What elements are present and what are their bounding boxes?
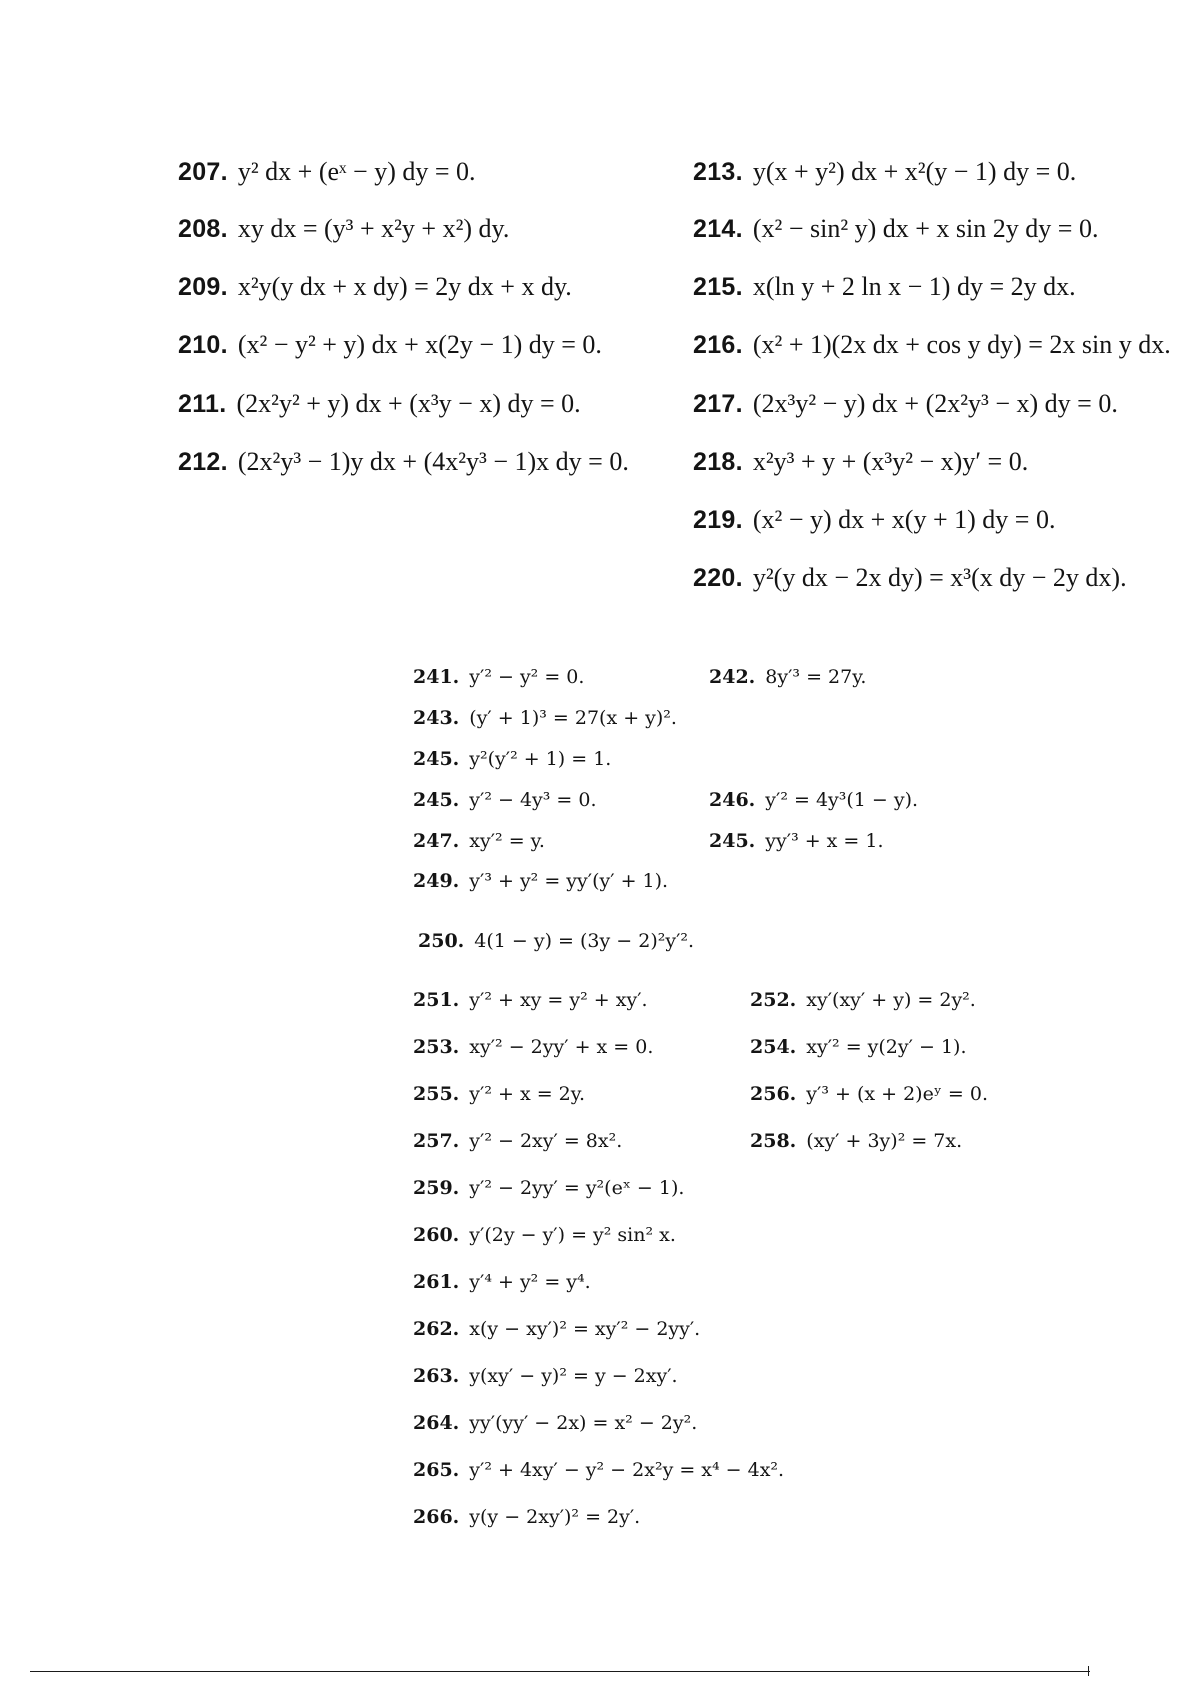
problem-249 xyxy=(413,870,668,892)
problem-equation: y′² + 4xy′ − y² − 2x²y = x⁴ − 4x². xyxy=(469,1459,785,1481)
problem-equation: y′² + xy = y² + xy′. xyxy=(469,989,648,1011)
problem-256 xyxy=(750,1083,988,1105)
problem-equation: x(ln y + 2 ln x − 1) dy = 2y dx. xyxy=(752,272,1076,301)
problem-number: 266. xyxy=(413,1506,460,1528)
problem-equation: y²(y′² + 1) = 1. xyxy=(469,748,612,770)
problem-212 xyxy=(178,447,629,477)
problem-246 xyxy=(709,789,918,811)
problem-number: 257. xyxy=(413,1130,460,1152)
problem-number: 212. xyxy=(178,448,228,476)
problem-number: 261. xyxy=(413,1271,460,1293)
problem-number: 247. xyxy=(413,830,460,852)
problem-equation: yy′³ + x = 1. xyxy=(765,830,884,852)
problem-265 xyxy=(413,1459,784,1481)
problem-equation: y′² = 4y³(1 − y). xyxy=(765,789,919,811)
problem-equation: xy′² = y(2y′ − 1). xyxy=(806,1036,967,1058)
problem-261 xyxy=(413,1271,591,1293)
problem-number: 216. xyxy=(693,331,743,359)
problem-equation: (x² − y) dx + x(y + 1) dy = 0. xyxy=(752,505,1056,534)
problem-equation: y′² − 2xy′ = 8x². xyxy=(469,1130,623,1152)
footer-rule xyxy=(30,1671,1090,1672)
problem-number: 218. xyxy=(693,448,743,476)
problem-241 xyxy=(413,666,584,688)
problem-245-a xyxy=(413,748,611,770)
problem-253 xyxy=(413,1036,653,1058)
problem-number: 217. xyxy=(693,390,743,418)
problem-equation: xy′² = y. xyxy=(469,830,545,852)
problem-equation: y′³ + y² = yy′(y′ + 1). xyxy=(469,870,669,892)
problem-equation: y′(2y − y′) = y² sin² x. xyxy=(469,1224,676,1246)
problem-259 xyxy=(413,1177,684,1199)
problem-number: 252. xyxy=(750,989,797,1011)
problem-217 xyxy=(693,389,1118,419)
problem-214 xyxy=(693,214,1098,244)
problem-number: 213. xyxy=(693,158,743,186)
problem-equation: (y′ + 1)³ = 27(x + y)². xyxy=(469,707,677,729)
problem-number: 207. xyxy=(178,158,228,186)
problem-equation: y²(y dx − 2x dy) = x³(x dy − 2y dx). xyxy=(752,563,1127,592)
problem-number: 220. xyxy=(693,564,743,592)
problem-number: 214. xyxy=(693,215,743,243)
problem-equation: (2x³y² − y) dx + (2x²y³ − x) dy = 0. xyxy=(752,389,1118,418)
problem-number: 265. xyxy=(413,1459,460,1481)
problem-number: 249. xyxy=(413,870,460,892)
problem-207 xyxy=(178,157,476,187)
problem-equation: (x² − sin² y) dx + x sin 2y dy = 0. xyxy=(752,214,1099,243)
problem-equation: 8y′³ = 27y. xyxy=(765,666,867,688)
problem-245-c xyxy=(709,830,884,852)
problem-208 xyxy=(178,214,509,244)
problem-number: 208. xyxy=(178,215,228,243)
problem-number: 264. xyxy=(413,1412,460,1434)
problem-number: 245. xyxy=(413,789,460,811)
problem-number: 255. xyxy=(413,1083,460,1105)
problem-equation: y′² − y² = 0. xyxy=(469,666,585,688)
problem-209 xyxy=(178,272,572,302)
problem-equation: y² dx + (eˣ − y) dy = 0. xyxy=(237,157,476,186)
problem-number: 243. xyxy=(413,707,460,729)
problem-219 xyxy=(693,505,1055,535)
problem-number: 254. xyxy=(750,1036,797,1058)
problem-equation: yy′(yy′ − 2x) = x² − 2y². xyxy=(469,1412,698,1434)
problem-266 xyxy=(413,1506,640,1528)
problem-number: 242. xyxy=(709,666,756,688)
problem-218 xyxy=(693,447,1028,477)
problem-number: 258. xyxy=(750,1130,797,1152)
problem-equation: 4(1 − y) = (3y − 2)²y′². xyxy=(474,930,695,952)
problem-equation: y(y − 2xy′)² = 2y′. xyxy=(469,1506,641,1528)
problem-211 xyxy=(178,389,581,419)
problem-262 xyxy=(413,1318,700,1340)
problem-213 xyxy=(693,157,1076,187)
problem-number: 263. xyxy=(413,1365,460,1387)
problem-equation: (2x²y³ − 1)y dx + (4x²y³ − 1)x dy = 0. xyxy=(237,447,629,476)
problem-equation: y′² + x = 2y. xyxy=(469,1083,585,1105)
problem-equation: (xy′ + 3y)² = 7x. xyxy=(806,1130,963,1152)
problem-number: 253. xyxy=(413,1036,460,1058)
problem-number: 219. xyxy=(693,506,743,534)
problem-number: 262. xyxy=(413,1318,460,1340)
problem-263 xyxy=(413,1365,678,1387)
problem-number: 215. xyxy=(693,273,743,301)
problem-equation: (x² − y² + y) dx + x(2y − 1) dy = 0. xyxy=(237,330,602,359)
problem-equation: xy′² − 2yy′ + x = 0. xyxy=(469,1036,654,1058)
problem-257 xyxy=(413,1130,622,1152)
problem-equation: y(xy′ − y)² = y − 2xy′. xyxy=(469,1365,678,1387)
problem-243 xyxy=(413,707,677,729)
problem-equation: (2x²y² + y) dx + (x³y − x) dy = 0. xyxy=(236,389,581,418)
footer-tick-mark xyxy=(1088,1666,1089,1676)
problem-equation: x²y³ + y + (x³y² − x)y′ = 0. xyxy=(752,447,1029,476)
problem-250 xyxy=(418,930,694,952)
problem-number: 245. xyxy=(413,748,460,770)
problem-equation: y′² − 2yy′ = y²(eˣ − 1). xyxy=(469,1177,685,1199)
problem-number: 246. xyxy=(709,789,756,811)
problem-252 xyxy=(750,989,976,1011)
problem-215 xyxy=(693,272,1076,302)
problem-260 xyxy=(413,1224,676,1246)
problem-264 xyxy=(413,1412,697,1434)
problem-number: 210. xyxy=(178,331,228,359)
problem-number: 209. xyxy=(178,273,228,301)
problem-number: 241. xyxy=(413,666,460,688)
problem-equation: xy′(xy′ + y) = 2y². xyxy=(806,989,976,1011)
problem-number: 211. xyxy=(178,390,227,418)
problem-245-b xyxy=(413,789,597,811)
problem-number: 250. xyxy=(418,930,465,952)
problem-216 xyxy=(693,330,1171,360)
problem-number: 251. xyxy=(413,989,460,1011)
problem-251 xyxy=(413,989,648,1011)
problem-equation: (x² + 1)(2x dx + cos y dy) = 2x sin y dx. xyxy=(752,330,1171,359)
problem-255 xyxy=(413,1083,585,1105)
problem-equation: y′² − 4y³ = 0. xyxy=(469,789,597,811)
problem-equation: x(y − xy′)² = xy′² − 2yy′. xyxy=(469,1318,701,1340)
problem-210 xyxy=(178,330,602,360)
problem-number: 256. xyxy=(750,1083,797,1105)
problem-220 xyxy=(693,563,1127,593)
problem-equation: x²y(y dx + x dy) = 2y dx + x dy. xyxy=(237,272,572,301)
problem-247 xyxy=(413,830,545,852)
problem-equation: y(x + y²) dx + x²(y − 1) dy = 0. xyxy=(752,157,1077,186)
problem-equation: y′³ + (x + 2)eʸ = 0. xyxy=(806,1083,988,1105)
problem-equation: y′⁴ + y² = y⁴. xyxy=(469,1271,591,1293)
problem-254 xyxy=(750,1036,966,1058)
problem-242 xyxy=(709,666,866,688)
problem-number: 259. xyxy=(413,1177,460,1199)
problem-equation: xy dx = (y³ + x²y + x²) dy. xyxy=(237,214,510,243)
problem-number: 260. xyxy=(413,1224,460,1246)
problem-258 xyxy=(750,1130,962,1152)
problem-number: 245. xyxy=(709,830,756,852)
